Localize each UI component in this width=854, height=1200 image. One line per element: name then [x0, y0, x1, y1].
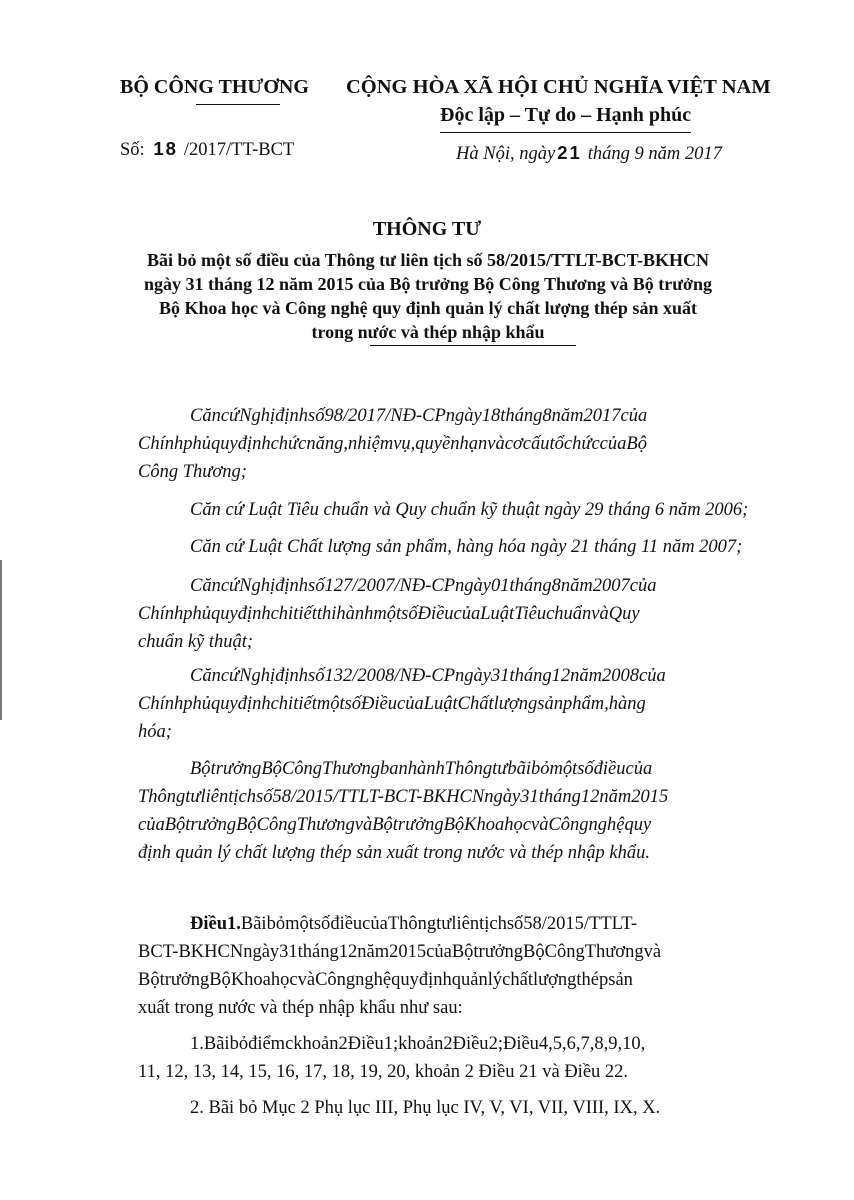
preamble-line: Căn cứ Luật Chất lượng sản phẩm, hàng hóa ngày 21 tháng 11 năm 2007;	[190, 537, 743, 557]
preamble-line: CăncứNghịđịnhsố132/2008/NĐ-CPngày31tháng12năm2008của	[190, 666, 666, 686]
article-1-line: BộtrưởngBộKhoahọcvàCôngnghệquyđịnhquảnlýchấtlượngthépsản	[138, 970, 633, 990]
preamble-law-standards	[138, 496, 784, 524]
preamble-law-quality	[138, 533, 784, 561]
preamble-line: Công Thương;	[138, 462, 247, 482]
place-date	[456, 142, 722, 165]
preamble-line: ChínhphủquyđịnhchitiếtthihànhmộtsốĐiềucủaLuậtTiêuchuẩnvàQuy	[138, 604, 640, 624]
subtitle-line: Bãi bỏ một số điều của Thông tư liên tịch số 58/2015/TTLT-BCT-BKHCN	[146, 250, 710, 270]
date-day: 21	[557, 142, 582, 163]
article-1-first-line: Điều1.BãibỏmộtsốđiềucủaThôngtưliêntịchsố58/2015/TTLT-	[190, 914, 638, 934]
article-1-line: xuất trong nước và thép nhập khẩu như sau:	[138, 998, 463, 1018]
preamble-decree-132	[138, 662, 784, 746]
article-1-label: Điều	[190, 914, 227, 934]
article-1-line: BCT-BKHCNngày31tháng12năm2015củaBộtrưởngBộCôngThươngvà	[138, 942, 662, 962]
document-number	[120, 138, 294, 161]
preamble-line: chuẩn kỹ thuật;	[138, 632, 254, 652]
preamble-line: Thôngtưliêntịchsố58/2015/TTLT-BCT-BKHCNngày31tháng12năm2015	[138, 787, 669, 807]
document-subtitle	[118, 248, 738, 344]
subtitle-line: trong nước và thép nhập khẩu	[311, 322, 545, 342]
item-line: 2. Bãi bỏ Mục 2 Phụ lục III, Phụ lục IV, V, VI, VII, VIII, IX, X.	[190, 1098, 661, 1118]
document-title: THÔNG TƯ	[372, 218, 482, 240]
preamble-line: Căn cứ Luật Tiêu chuẩn và Quy chuẩn kỹ thuật ngày 29 tháng 6 năm 2006;	[190, 500, 749, 520]
item-line: 1.Bãibỏđiểmckhoản2Điều1;khoản2Điều2;Điều4,5,6,7,8,9,10,	[190, 1034, 646, 1054]
subtitle-line: Bộ Khoa học và Công nghệ quy định quản lý chất lượng thép sản xuất	[159, 298, 697, 318]
preamble-line: CăncứNghịđịnhsố127/2007/NĐ-CPngày01tháng8năm2007của	[190, 576, 657, 596]
article-1-item-1	[138, 1030, 784, 1086]
motto-underline	[440, 132, 691, 133]
preamble-enactment	[138, 755, 784, 867]
item-line: 11, 12, 13, 14, 15, 16, 17, 18, 19, 20, khoản 2 Điều 21 và Điều 22.	[138, 1062, 629, 1082]
article-1-label: 1.	[227, 914, 241, 934]
preamble-line: ChínhphủquyđịnhchitiếtmộtsốĐiềucủaLuậtChấtlượngsảnphẩm,hàng	[138, 694, 646, 714]
preamble-line: CăncứNghịđịnhsố98/2017/NĐ-CPngày18tháng8năm2017của	[190, 406, 648, 426]
preamble-decree-98	[138, 402, 784, 486]
preamble-line: định quản lý chất lượng thép sản xuất trong nước và thép nhập khẩu.	[138, 843, 650, 863]
ministry-name: BỘ CÔNG THƯƠNG	[120, 76, 309, 98]
subtitle-underline	[370, 345, 576, 346]
motto: Độc lập – Tự do – Hạnh phúc	[440, 104, 692, 126]
preamble-line: củaBộtrưởngBộCôngThươngvàBộtrưởngBộKhoahọcvàCôngnghệquy	[138, 815, 652, 835]
country-name: CỘNG HÒA XÃ HỘI CHỦ NGHĨA VIỆT NAM	[346, 76, 771, 98]
article-1-item-2	[138, 1094, 784, 1122]
place-date-prefix: Hà Nội, ngày	[456, 144, 556, 164]
doc-number-suffix: /2017/TT-BCT	[183, 140, 295, 160]
scan-edge-mark	[0, 560, 2, 720]
doc-number-value: 18	[153, 138, 178, 159]
ministry-underline	[196, 104, 280, 105]
place-date-suffix: tháng 9 năm 2017	[587, 144, 722, 164]
preamble-decree-127	[138, 572, 784, 656]
preamble-line: BộtrưởngBộCôngThươngbanhànhThôngtưbãibỏmộtsốđiềucủa	[190, 759, 653, 779]
subtitle-line: ngày 31 tháng 12 năm 2015 của Bộ trưởng Bộ Công Thương và Bộ trưởng	[143, 274, 713, 294]
preamble-line: Chínhphủquyđịnhchứcnăng,nhiệmvụ,quyềnhạnvàcơcấutổchứccủaBộ	[138, 434, 647, 454]
doc-number-prefix: Số:	[120, 140, 145, 160]
article-1	[138, 910, 784, 1022]
preamble-line: hóa;	[138, 722, 172, 742]
